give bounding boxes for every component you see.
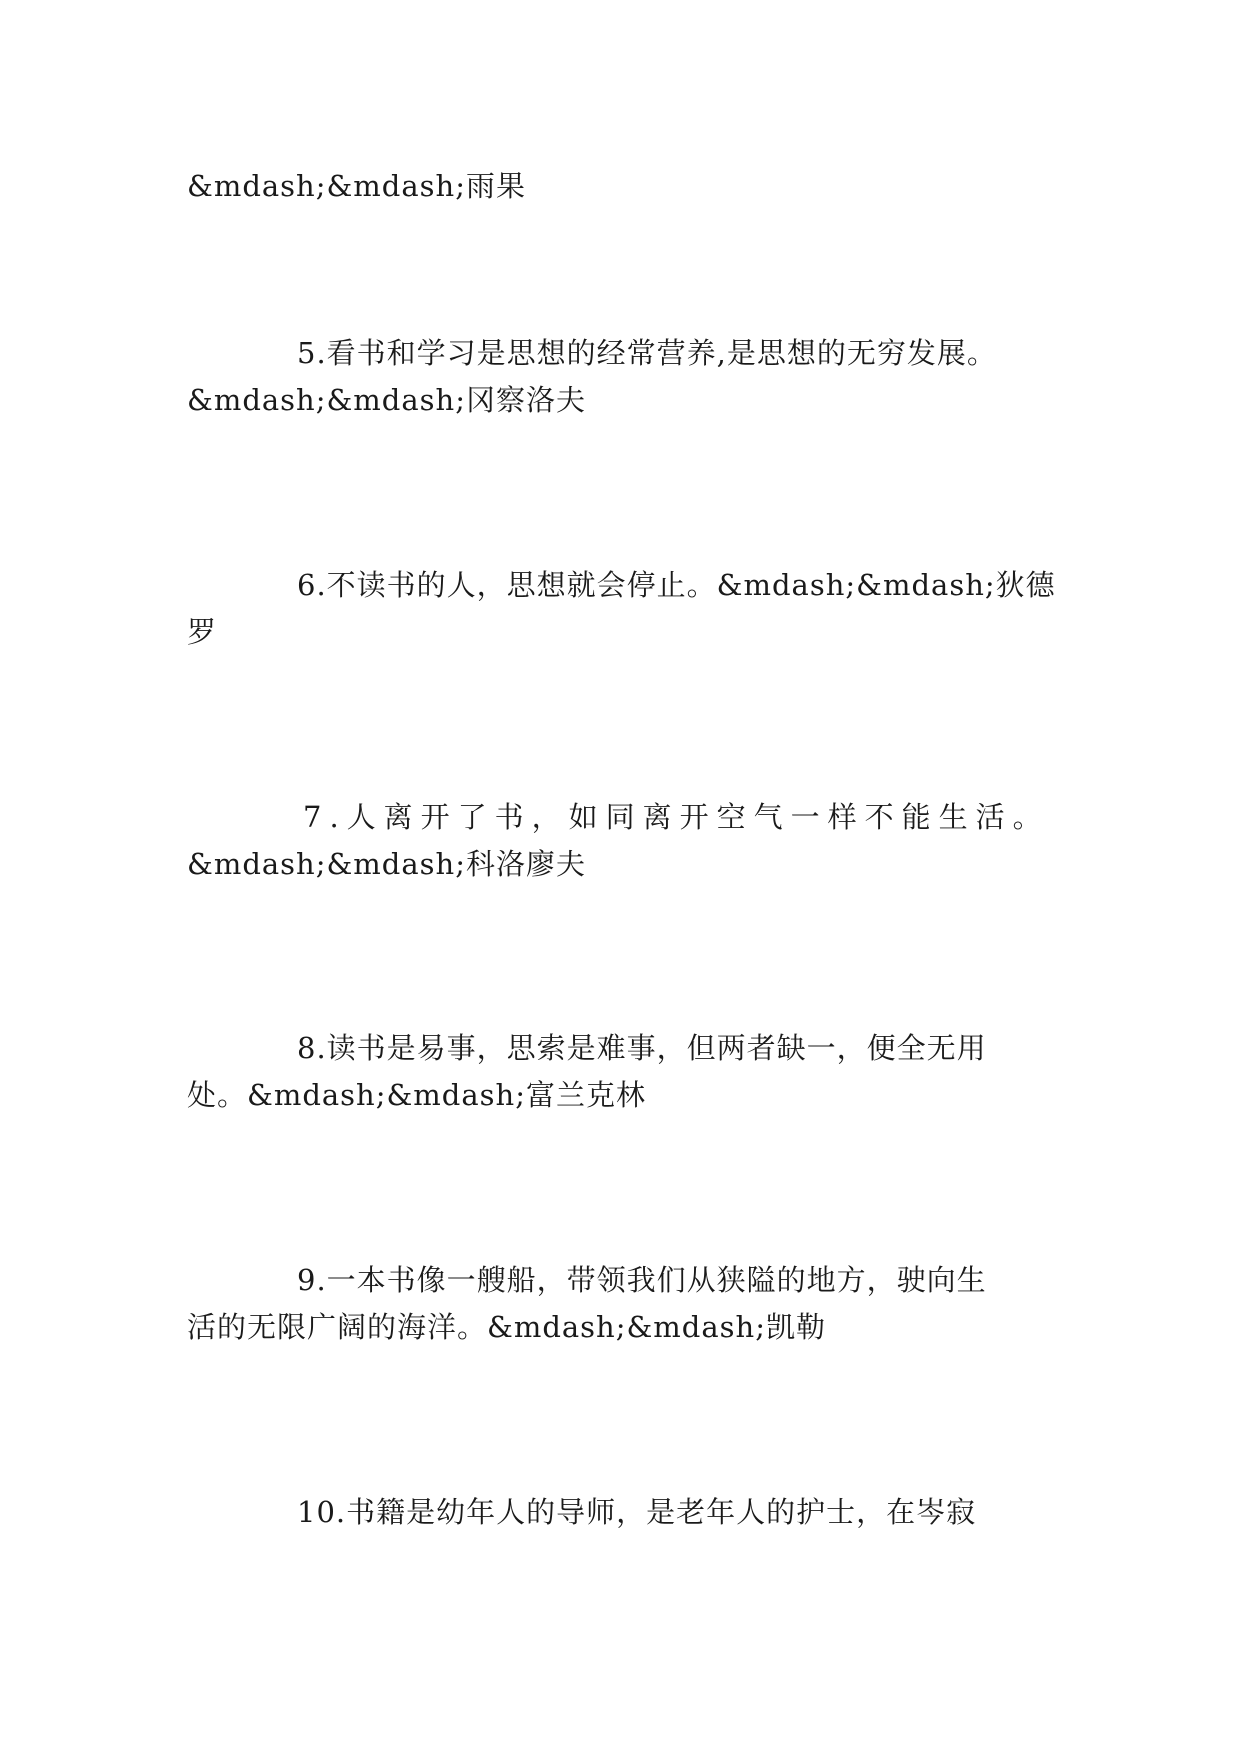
quote-8-continuation: 处。&mdash;&mdash;富兰克林 xyxy=(187,1078,646,1112)
quote-9-continuation: 活的无限广阔的海洋。&mdash;&mdash;凯勒 xyxy=(187,1310,826,1344)
quote-7-text: 7.人离开了书，如同离开空气一样不能生活。 xyxy=(303,800,1050,834)
quote-4-attribution: &mdash;&mdash;雨果 xyxy=(187,169,526,203)
quote-7-attribution: &mdash;&mdash;科洛廖夫 xyxy=(187,847,586,881)
quote-10-text: 10.书籍是幼年人的导师，是老年人的护士，在岑寂 xyxy=(297,1495,977,1529)
quote-6-text: 6.不读书的人，思想就会停止。&mdash;&mdash;狄德 xyxy=(297,568,1056,602)
quote-9-text: 9.一本书像一艘船，带领我们从狭隘的地方，驶向生 xyxy=(297,1263,987,1297)
quote-6-continuation: 罗 xyxy=(187,615,218,649)
quote-5-text: 5.看书和学习是思想的经常营养,是思想的无穷发展。 xyxy=(297,336,997,370)
quote-5-attribution: &mdash;&mdash;冈察洛夫 xyxy=(187,383,586,417)
quote-8-text: 8.读书是易事，思索是难事，但两者缺一，便全无用 xyxy=(297,1031,987,1065)
